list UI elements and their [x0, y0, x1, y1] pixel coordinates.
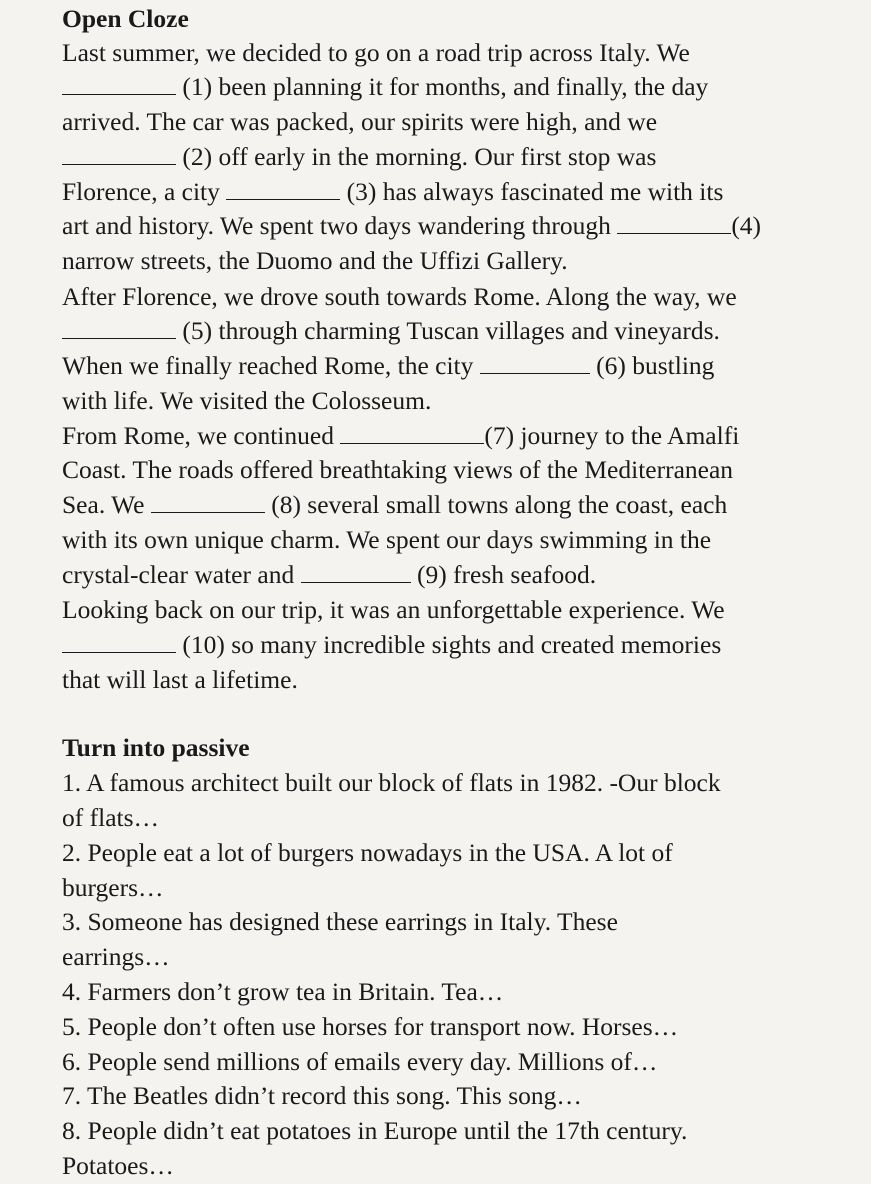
cloze-line-2 [62, 72, 708, 102]
gap-9[interactable] [301, 560, 411, 583]
cloze-line-14 [62, 490, 727, 520]
cloze-line-14-text-b: (8) several small towns along the coast, each [271, 490, 728, 519]
cloze-line-5-text-b: (3) has always fascinated me with its [346, 177, 724, 206]
passive-item-2-cont: burgers… [62, 873, 164, 902]
cloze-line-6-text-a: art and history. We spent two days wandering through [62, 211, 611, 240]
cloze-line-18-text: (10) so many incredible sights and created memories [182, 630, 722, 659]
cloze-line-10-text-b: (6) bustling [596, 351, 715, 380]
cloze-line-18 [62, 630, 721, 660]
cloze-line-6 [62, 211, 761, 241]
passive-item-2: 2. People eat a lot of burgers nowadays in the USA. A lot of [62, 838, 673, 867]
cloze-line-16-text-a: crystal-clear water and [62, 560, 295, 589]
gap-8[interactable] [151, 490, 265, 513]
cloze-line-7: narrow streets, the Duomo and the Uffizi Gallery. [62, 246, 568, 275]
passive-item-3-cont: earrings… [62, 942, 170, 971]
cloze-title: Open Cloze [62, 4, 189, 33]
cloze-line-13: Coast. The roads offered breathtaking views of the Mediterranean [62, 455, 734, 484]
cloze-line-5 [62, 177, 723, 207]
cloze-line-9-text: (5) through charming Tuscan villages and vineyards. [182, 316, 720, 345]
passive-item-8-cont: Potatoes… [62, 1151, 174, 1180]
gap-6[interactable] [480, 351, 590, 374]
cloze-line-19: that will last a lifetime. [62, 665, 298, 694]
cloze-line-2-text: (1) been planning it for months, and finally, the day [182, 72, 709, 101]
gap-10[interactable] [62, 630, 176, 653]
passive-item-3: 3. Someone has designed these earrings in Italy. These [62, 907, 618, 936]
cloze-line-12-text-a: From Rome, we continued [62, 421, 334, 450]
cloze-line-14-text-a: Sea. We [62, 490, 145, 519]
gap-2[interactable] [62, 142, 176, 165]
gap-4[interactable] [617, 211, 731, 234]
gap-7[interactable] [340, 421, 484, 444]
cloze-line-8: After Florence, we drove south towards Rome. Along the way, we [62, 282, 737, 311]
gap-5[interactable] [62, 316, 176, 339]
cloze-line-17: Looking back on our trip, it was an unforgettable experience. We [62, 595, 725, 624]
cloze-line-4-text: (2) off early in the morning. Our first stop was [182, 142, 657, 171]
gap-1[interactable] [62, 72, 176, 95]
cloze-line-9 [62, 316, 720, 346]
cloze-line-10 [62, 351, 714, 381]
cloze-line-15: with its own unique charm. We spent our days swimming in the [62, 525, 712, 554]
passive-item-7: 7. The Beatles didn’t record this song. This song… [62, 1081, 582, 1110]
passive-item-6: 6. People send millions of emails every day. Millions of… [62, 1047, 658, 1076]
cloze-line-11: with life. We visited the Colosseum. [62, 386, 432, 415]
cloze-line-5-text-a: Florence, a city [62, 177, 220, 206]
cloze-line-4 [62, 142, 656, 172]
passive-item-5: 5. People don’t often use horses for transport now. Horses… [62, 1012, 679, 1041]
cloze-line-12 [62, 421, 739, 451]
cloze-line-6-text-b: (4) [731, 211, 762, 240]
cloze-line-1: Last summer, we decided to go on a road trip across Italy. We [62, 38, 690, 67]
passive-item-1-cont: of flats… [62, 803, 160, 832]
cloze-line-16 [62, 560, 596, 590]
passive-title: Turn into passive [62, 733, 250, 762]
cloze-line-3: arrived. The car was packed, our spirits were high, and we [62, 107, 658, 136]
cloze-line-12-text-b: (7) journey to the Amalfi [484, 421, 740, 450]
passive-item-4: 4. Farmers don’t grow tea in Britain. Tea… [62, 977, 504, 1006]
passive-item-8: 8. People didn’t eat potatoes in Europe until the 17th century. [62, 1116, 688, 1145]
cloze-line-16-text-b: (9) fresh seafood. [416, 560, 597, 589]
passive-item-1: 1. A famous architect built our block of flats in 1982. -Our block [62, 768, 721, 797]
gap-3[interactable] [226, 177, 340, 200]
cloze-line-10-text-a: When we finally reached Rome, the city [62, 351, 474, 380]
